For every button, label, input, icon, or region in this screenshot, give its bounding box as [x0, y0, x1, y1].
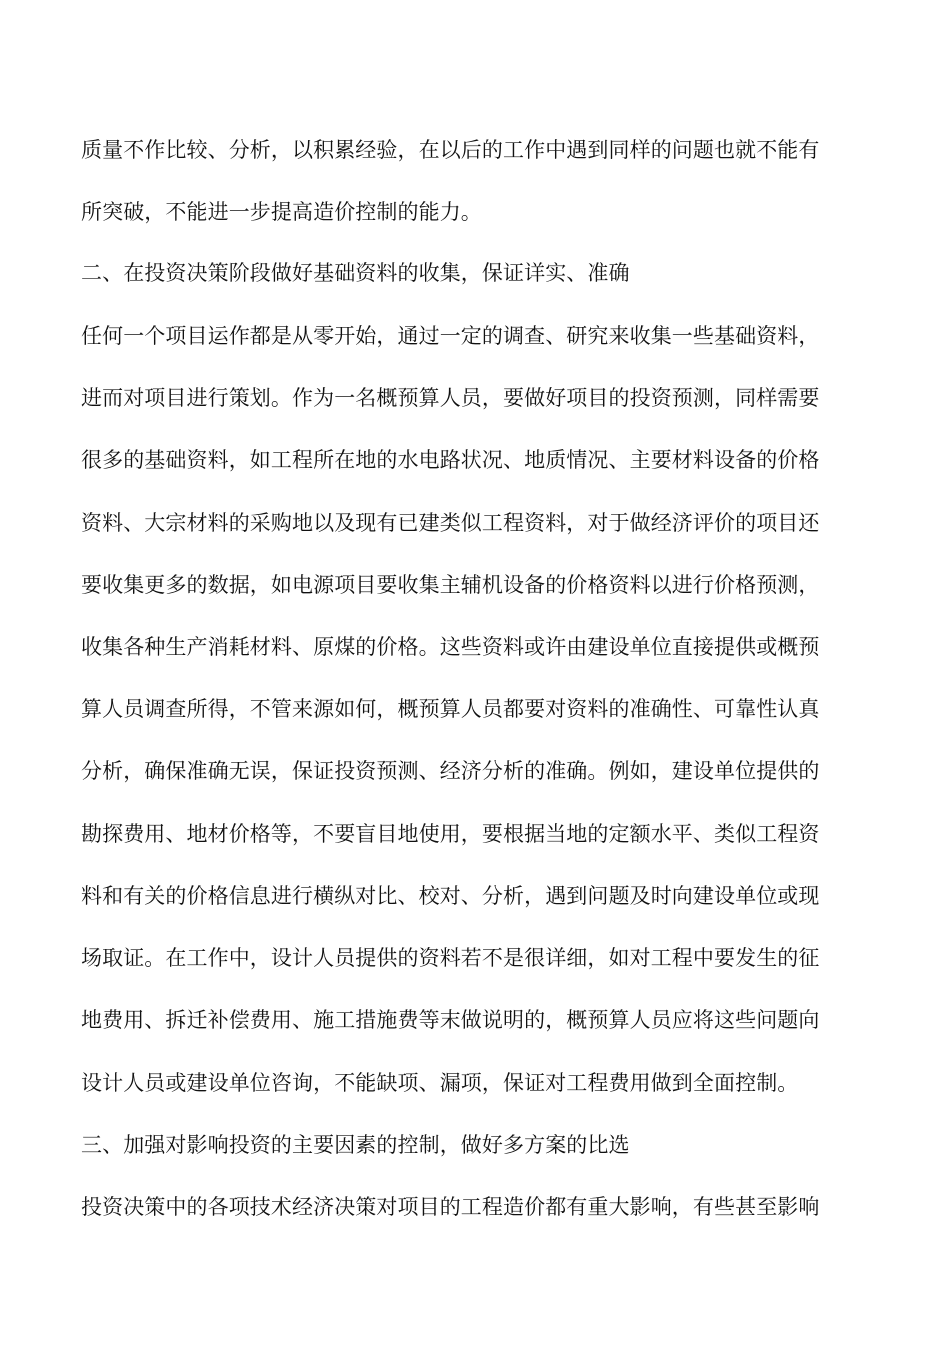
section-heading: 三、加强对影响投资的主要因素的控制，做好多方案的比选	[81, 1133, 630, 1157]
paragraph-line: 要收集更多的数据，如电源项目要收集主辅机设备的价格资料以进行价格预测，	[81, 573, 820, 597]
paragraph-line: 场取证。在工作中，设计人员提供的资料若不是很详细，如对工程中要发生的征	[81, 946, 820, 970]
paragraph-line: 所突破，不能进一步提高造价控制的能力。	[81, 200, 482, 224]
paragraph-line: 料和有关的价格信息进行横纵对比、校对、分析，遇到问题及时向建设单位或现	[81, 884, 820, 908]
paragraph-line: 算人员调查所得，不管来源如何，概预算人员都要对资料的准确性、可靠性认真	[81, 697, 820, 721]
paragraph-line: 地费用、拆迁补偿费用、施工措施费等末做说明的，概预算人员应将这些问题向	[81, 1008, 820, 1032]
paragraph-line: 很多的基础资料，如工程所在地的水电路状况、地质情况、主要材料设备的价格	[81, 448, 820, 472]
paragraph-line: 投资决策中的各项技术经济决策对项目的工程造价都有重大影响，有些甚至影响	[81, 1195, 820, 1219]
paragraph-line: 收集各种生产消耗材料、原煤的价格。这些资料或许由建设单位直接提供或概预	[81, 635, 820, 659]
paragraph-line: 进而对项目进行策划。作为一名概预算人员，要做好项目的投资预测，同样需要	[81, 386, 820, 410]
paragraph-line: 质量不作比较、分析，以积累经验，在以后的工作中遇到同样的问题也就不能有	[81, 138, 820, 162]
paragraph-line: 勘探费用、地材价格等，不要盲目地使用，要根据当地的定额水平、类似工程资	[81, 822, 820, 846]
section-heading: 二、在投资决策阶段做好基础资料的收集，保证详实、准确	[81, 261, 630, 285]
paragraph-line: 分析，确保准确无误，保证投资预测、经济分析的准确。例如，建设单位提供的	[81, 759, 820, 783]
paragraph-line: 资料、大宗材料的采购地以及现有已建类似工程资料，对于做经济评价的项目还	[81, 511, 820, 535]
paragraph-line: 任何一个项目运作都是从零开始，通过一定的调查、研究来收集一些基础资料，	[81, 324, 820, 348]
paragraph-line: 设计人员或建设单位咨询，不能缺项、漏项，保证对工程费用做到全面控制。	[81, 1071, 799, 1095]
